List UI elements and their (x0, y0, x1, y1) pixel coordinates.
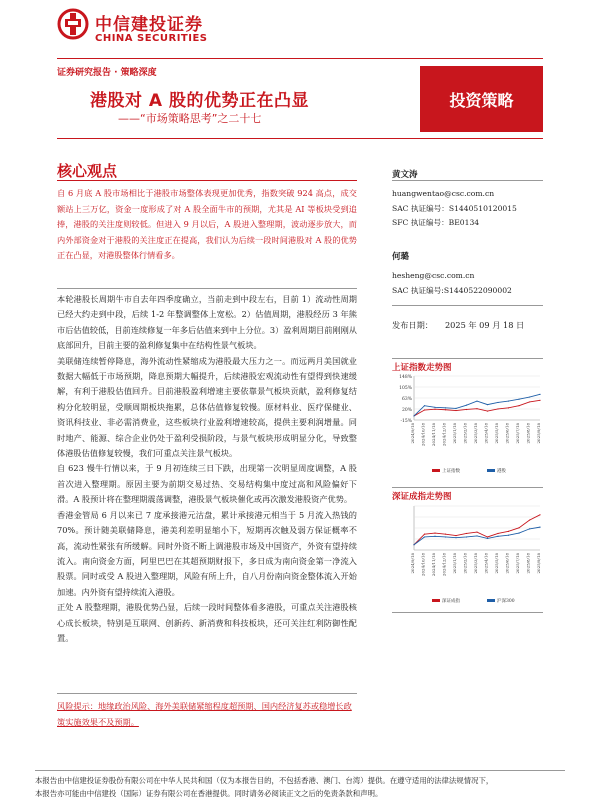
x-tick-label: 2024/9/18 (410, 423, 415, 444)
data-point (445, 536, 446, 537)
data-point (508, 531, 509, 532)
legend-swatch (432, 599, 440, 602)
risk-warning: 风险提示：地缘政治风险、海外美联储紧缩程度超预期、国内经济复苏或稳增长政策实施效果不及预期。 (57, 701, 352, 727)
legend-label: 港股 (497, 469, 506, 474)
logo-mark-icon (57, 8, 89, 40)
data-point (539, 527, 540, 528)
data-point (518, 533, 519, 534)
data-point (497, 402, 498, 403)
analyst-card (392, 250, 543, 298)
data-point (487, 404, 488, 405)
x-tick-label: 2025/2/18 (462, 423, 468, 444)
data-point (539, 514, 540, 515)
core-heading-underline (57, 180, 357, 181)
data-point (455, 408, 456, 409)
risk-divider (57, 693, 357, 694)
data-point (455, 410, 456, 411)
logo-name-en: CHINA SECURITIES (95, 33, 208, 44)
x-tick-label: 2025/3/18 (473, 423, 478, 444)
data-point (518, 405, 519, 406)
core-body (57, 292, 357, 646)
y-tick-label: 63% (401, 397, 412, 402)
x-tick-label: 2025/7/18 (515, 423, 520, 444)
data-point (455, 537, 456, 538)
data-point (455, 535, 456, 536)
chart1-svg (392, 372, 543, 477)
chart2-title: 深证成指走势图 (392, 492, 452, 502)
data-point (413, 544, 414, 545)
data-point (539, 400, 540, 401)
company-logo (57, 8, 217, 48)
data-point (413, 415, 414, 416)
data-point (434, 409, 435, 410)
analyst-name: 黄文涛 (392, 170, 418, 180)
publish-label: 发布日期： (392, 320, 433, 330)
x-tick-label: 2025/2/18 (462, 553, 468, 574)
y-tick-label: -15% (400, 419, 412, 424)
x-tick-label: 2025/5/18 (494, 423, 499, 444)
data-point (434, 533, 435, 534)
y-tick-label: 148% (399, 375, 412, 380)
legend-swatch (432, 469, 440, 472)
data-point (445, 407, 446, 408)
data-point (476, 535, 477, 536)
x-tick-label: 2025/9/18 (536, 423, 541, 444)
body-paragraph: 自 623 慢牛行情以来，于 9 月初连续三日下跌，出现第一次明显周度调整，A 股首次进入整理期。原因主要为前期交易过热、交易结构集中度过高和风险偏好下滑。A 股预计将在整理期震荡调整，港股景气板块催化或再次激发港股资产优势。 (57, 463, 357, 505)
x-tick-label: 2025/9/18 (536, 553, 541, 574)
data-point (476, 401, 477, 402)
x-tick-label: 2024/10/18 (420, 423, 426, 447)
data-point (424, 536, 425, 537)
legend-swatch (487, 469, 495, 472)
legend-label: 深证成指 (442, 599, 460, 604)
x-tick-label: 2025/1/18 (452, 553, 457, 574)
data-point (518, 399, 519, 400)
x-tick-label: 2025/5/18 (494, 553, 499, 574)
x-tick-label: 2025/4/18 (483, 423, 489, 444)
x-tick-label: 2025/8/18 (525, 553, 531, 574)
chart2-bottom-divider (392, 612, 543, 613)
x-tick-label: 2024/10/18 (420, 553, 426, 577)
data-point (487, 536, 488, 537)
x-tick-label: 2024/9/18 (410, 553, 415, 574)
disclaimer-footer (35, 774, 565, 800)
x-tick-label: 2025/7/18 (515, 553, 520, 574)
report-series: 证券研究报告 · 策略深度 (57, 68, 157, 78)
category-label: 投资策略 (449, 91, 514, 110)
body-paragraph: 香港金管局 6 月以来已 7 度承接港元沽盘，累计承接港元相当于 5 月流入热钱的 70%。预计随美联储降息，港美利差明显缩小下，短期再次触及弱方保证概率不高，流动性紧张有所缓解。同时外资不断上调港股市场及中国资产，外资有望持续流入。南向资金方面，阿里巴巴在其超预期财报下，多日成为南向资金第一净流入股票。同时或受 A 股进入整理期，风险有所上升，自八月份南向资金整体流入开始加速。内外资有望持续流入港股。 (57, 509, 357, 597)
footer-divider (35, 770, 565, 771)
data-point (466, 409, 467, 410)
analyst-email: huangwentao@csc.com.cn (392, 188, 495, 198)
analyst-email: hesheng@csc.com.cn (392, 270, 475, 280)
lead-divider (57, 288, 357, 289)
data-point (529, 519, 530, 520)
data-point (434, 407, 435, 408)
header-divider (57, 58, 543, 59)
data-point (434, 536, 435, 537)
legend-swatch (487, 599, 495, 602)
y-tick-label: 20% (401, 408, 412, 413)
x-tick-label: 2025/1/18 (452, 423, 457, 444)
body-paragraph: 美联储连续暂停降息，海外流动性紧缩成为港股最大压力之一。而远两月美国就业数据大幅低于市场预期，降息预期大幅提升，后续港股宏观流动性有望得到快速缓解，有利于港股估值回升。目前港股盈利增速主要依靠景气板块贡献，盈利修复结构分化较明显，受顺周期板块拖累，总体估值修复较慢。原材料业、医疗保健业、资讯科技业、非必需消费业，这些板块行业盈利增速较高，提供主要利润增量。同时地产、能源、综合企业仍处于盈利受损阶段，与景气板块形成明显分化，导致整体港股估值修复较慢，我们可重点关注景气板块。 (57, 355, 357, 459)
data-point (508, 535, 509, 536)
chart1-top-divider (392, 358, 543, 359)
analyst-name: 何璐 (392, 252, 410, 262)
legend-label: 上证指数 (442, 469, 460, 474)
data-point (529, 396, 530, 397)
data-point (466, 533, 467, 534)
analyst-bottom-divider (392, 305, 543, 306)
data-point (424, 409, 425, 410)
logo-name-cn: 中信建投证券 (95, 15, 203, 35)
disclaimer-line: 本报告由中信建投证券股份有限公司在中华人民共和国（仅为本报告目的，不包括香港、澳门、台湾）提供。在遵守适用的法律法规情况下， (35, 776, 494, 785)
data-point (487, 410, 488, 411)
x-tick-label: 2025/3/18 (473, 553, 478, 574)
data-point (445, 409, 446, 410)
data-point (476, 408, 477, 409)
data-point (518, 527, 519, 528)
data-point (487, 538, 488, 539)
series-line-0 (414, 515, 540, 545)
chart1-title: 上证指数走势图 (392, 363, 452, 373)
analyst-card (392, 168, 543, 231)
chart2-svg (392, 502, 543, 607)
chart2-top-divider (392, 487, 543, 488)
x-tick-label: 2025/8/18 (525, 423, 531, 444)
data-point (497, 533, 498, 534)
core-lead-paragraph: 自 6 月底 A 股市场相比于港股市场整体表现更加优秀，指数突破 924 高点，成交额站上三万亿，资金一度形成了对 A 股全面牛市的预期，尤其是 AI 等板块受到追捧，港股的关注度则较低。但进入 9 月以后，A 股进入整理期，波动逐步放大，而内外部资金对于港股的关注度正在提高，我们认为后续一段时间港股对 A 股的优势正在凸显，对港股整体行情看多。 (57, 188, 357, 260)
data-point (445, 534, 446, 535)
data-point (529, 528, 530, 529)
x-tick-label: 2024/11/18 (431, 553, 436, 577)
data-point (529, 401, 530, 402)
data-point (539, 394, 540, 395)
data-point (497, 408, 498, 409)
data-point (497, 536, 498, 537)
body-paragraph: 本轮港股长周期牛市自去年四季度确立，当前走到中段左右，目前 1）流动性周期已经大约走到中段，后续 1-2 年整调整体上宽松。2）估值周期，港股经历 3 年熊市后估值较低，目前连续修复一年多后估值来到中上分位。3）盈利周期目前刚刚从底部回升，目前主要的盈利修复集中在结构性景气板块。 (57, 294, 357, 351)
body-paragraph: 正处 A 股整理期，港股优势凸显，后续一段时间整体看多港股，可重点关注港股核心成长板块，特别是互联网、创新药、新消费和科技板块，还可关注红利防御性配置。 (57, 602, 357, 643)
data-point (466, 405, 467, 406)
report-subtitle: ——“市场策略思考”之二十七 (118, 112, 262, 125)
x-tick-label: 2025/4/18 (483, 553, 489, 574)
report-title: 港股对 A 股的优势正在凸显 (90, 91, 309, 111)
data-point (424, 534, 425, 535)
data-point (466, 536, 467, 537)
x-tick-label: 2024/12/18 (441, 553, 447, 577)
x-tick-label: 2025/6/18 (504, 423, 510, 444)
category-banner (420, 66, 543, 132)
legend-label: 沪深300 (497, 599, 515, 604)
publish-date (392, 320, 524, 331)
data-point (508, 407, 509, 408)
disclaimer-line: 本报告亦可能由中信建投（国际）证券有限公司在香港提供。同时请务必阅读正文之后的免责条款和声明。 (35, 789, 383, 798)
x-tick-label: 2024/12/18 (441, 423, 447, 447)
data-point (508, 401, 509, 402)
analyst-license: SAC 执证编号：S1440510120015 (392, 203, 517, 213)
analyst-license: SFC 执证编号：BE0134 (392, 218, 480, 228)
analyst-license: SAC 执证编号:S1440522090002 (392, 285, 512, 295)
core-heading: 核心观点 (57, 162, 118, 180)
data-point (424, 405, 425, 406)
publish-value: 2025 年 09 月 18 日 (444, 320, 525, 330)
x-tick-label: 2025/6/18 (504, 553, 510, 574)
x-tick-label: 2024/11/18 (431, 423, 436, 447)
header-bottom-divider (57, 138, 543, 139)
data-point (476, 531, 477, 532)
y-tick-label: 105% (399, 386, 412, 391)
